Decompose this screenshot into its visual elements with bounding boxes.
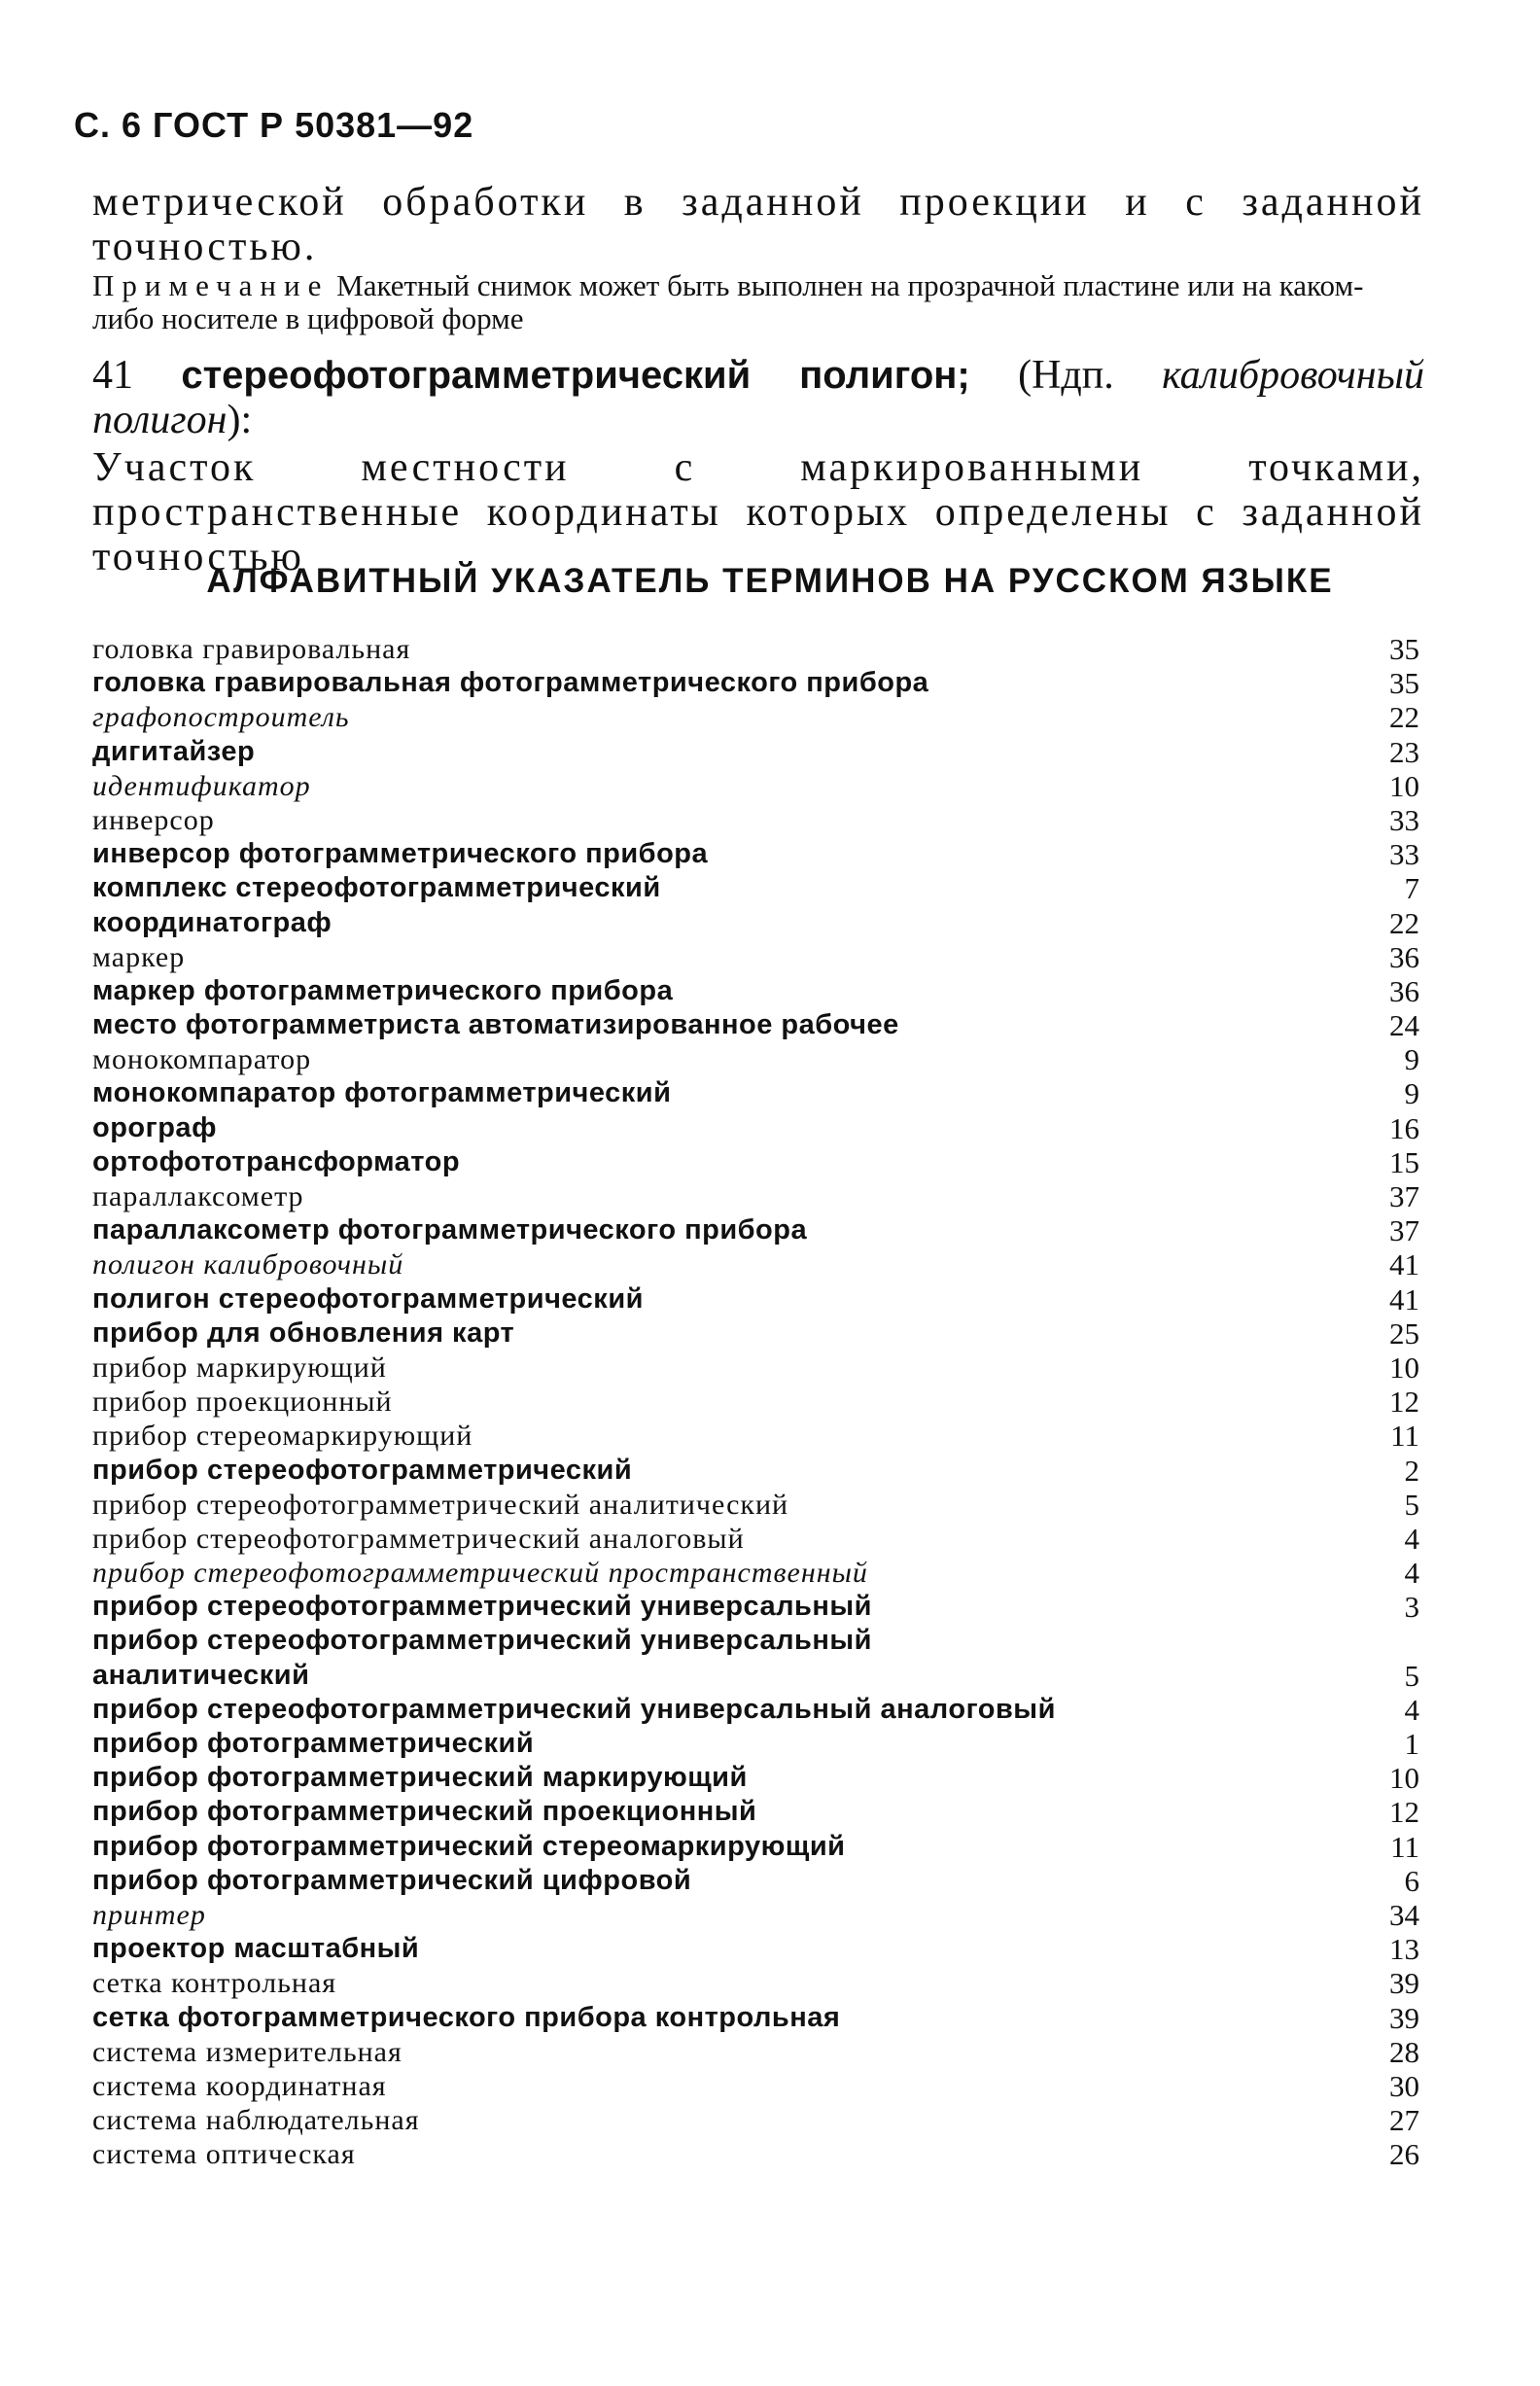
index-entry [92,700,1419,734]
note-text: Макетный снимок может быть выполнен на прозрачной пластине или на каком-либо носителе в цифровой форме [92,268,1364,335]
index-term: проектор масштабный [92,1933,420,1965]
deprecated-prefix: (Ндп. [1018,353,1114,398]
index-entry [92,1932,1419,1966]
index-entry [92,1966,1419,2000]
index-entry [92,803,1419,837]
index-entry [92,1556,1419,1590]
index-term-number: 11 [1390,1419,1419,1454]
index-entry [92,1624,1419,1658]
index-term: прибор стереофотограмметрический пространственный [92,1557,868,1590]
index-term: маркер [92,940,186,973]
term-number: 41 [92,353,133,398]
index-term-number: 36 [1389,939,1419,974]
index-term: дигитайзер [92,735,256,767]
index-entry [92,1316,1419,1351]
index-entry [92,1795,1419,1829]
index-term-number: 27 [1389,2103,1419,2138]
index-term: сетка фотограмметрического прибора контрольная [92,2001,841,2033]
index-term-number: 26 [1389,2137,1419,2172]
index-term-number: 4 [1404,1521,1419,1556]
index-term-number: 12 [1389,1795,1419,1830]
term-suffix: ): [227,398,253,442]
index-entry [92,1419,1419,1453]
note-label: Примечание [92,268,330,302]
index-term-number: 39 [1389,2000,1419,2035]
index-term: инверсор фотограмметрического прибора [92,838,709,870]
index-term: система координатная [92,2069,387,2102]
index-entry [92,666,1419,700]
index-term: сетка контрольная [92,1967,337,2000]
index-entry [92,2035,1419,2069]
index-entry [92,1282,1419,1316]
index-term: прибор стереомаркирующий [92,1420,473,1453]
index-term: прибор фотограмметрический [92,1728,535,1759]
index-term-number: 24 [1389,1008,1419,1043]
index-entry [92,1761,1419,1795]
term-41-definition: Участок местности с маркированными точками, пространственные координаты которых определены с заданной точностью [92,445,1424,579]
index-term: прибор проекционный [92,1386,393,1419]
index-term: прибор маркирующий [92,1351,387,1384]
index-term-number: 13 [1389,1932,1419,1967]
index-term-number: 10 [1389,768,1419,803]
index-entry [92,769,1419,803]
index-entry [92,1454,1419,1488]
index-entry [92,906,1419,940]
term-41-heading [92,353,1424,442]
index-term-number: 3 [1404,1590,1419,1625]
index-term: маркер фотограмметрического прибора [92,974,674,1006]
index-term: аналитический [92,1659,310,1691]
index-entry [92,2001,1419,2035]
index-entry [92,735,1419,769]
index-term: монокомпаратор фотограмметрический [92,1077,672,1109]
index-term: орограф [92,1111,217,1143]
index-entry [92,1247,1419,1281]
term-index-list [92,632,1419,2171]
index-entry [92,2069,1419,2103]
index-term-number: 37 [1389,1179,1419,1213]
index-term-number: 41 [1389,1281,1419,1316]
index-term: идентификатор [92,769,311,802]
continuation-text: метрической обработки в заданной проекции и с заданной точностью. [92,180,1424,269]
index-term-number: 6 [1404,1863,1419,1898]
index-term: координатограф [92,906,332,938]
index-entry [92,2103,1419,2137]
index-term-number: 41 [1389,1247,1419,1282]
index-term: параллаксометр фотограмметрического прибора [92,1214,808,1246]
index-entry [92,940,1419,974]
index-term: прибор стереофотограмметрический [92,1454,633,1486]
index-term: прибор фотограмметрический маркирующий [92,1762,748,1794]
index-term-number: 39 [1389,1966,1419,2001]
index-entry [92,1590,1419,1624]
index-term: головка гравировальная фотограмметрического прибора [92,667,929,699]
index-term-number: 7 [1404,871,1419,906]
index-term: система измерительная [92,2035,402,2068]
index-term: прибор фотограмметрический проекционный [92,1796,757,1828]
index-term: прибор стереофотограмметрический аналитический [92,1488,789,1521]
index-entry [92,2137,1419,2171]
index-term: прибор стереофотограмметрический универсальный аналоговый [92,1693,1056,1725]
index-term-number: 1 [1404,1727,1419,1761]
note-block [92,269,1424,335]
index-term-number: 22 [1389,905,1419,940]
index-entry [92,1522,1419,1556]
index-term-number: 33 [1389,837,1419,872]
index-entry [92,974,1419,1008]
index-term-number: 25 [1389,1316,1419,1351]
index-term: прибор фотограмметрический стереомаркирующий [92,1830,846,1862]
index-term: полигон стереофотограмметрический [92,1282,644,1315]
index-entry [92,1830,1419,1864]
index-entry [92,1659,1419,1693]
index-term-number: 10 [1389,1761,1419,1796]
index-entry [92,1145,1419,1179]
index-term-number: 4 [1404,1692,1419,1727]
term-title: стереофотограмметрический полигон; [181,354,970,397]
index-term: монокомпаратор [92,1043,312,1076]
index-term-number: 4 [1404,1556,1419,1591]
index-term: графопостроитель [92,701,350,734]
index-entry [92,1179,1419,1213]
index-term: прибор для обновления карт [92,1316,515,1349]
index-term-number: 37 [1389,1213,1419,1248]
index-entry [92,1042,1419,1076]
index-term-number: 34 [1389,1897,1419,1932]
index-term: прибор стереофотограмметрический аналоговый [92,1522,745,1555]
index-term-number: 33 [1389,802,1419,837]
index-entry [92,837,1419,871]
index-entry [92,1213,1419,1247]
index-term-number: 9 [1404,1042,1419,1077]
index-entry [92,1111,1419,1145]
index-term-number: 36 [1389,973,1419,1008]
index-term: полигон калибровочный [92,1248,404,1281]
index-term-number: 5 [1404,1487,1419,1522]
index-entry [92,1864,1419,1898]
index-term-number: 10 [1389,1350,1419,1385]
index-term-number: 5 [1404,1658,1419,1693]
index-term: система оптическая [92,2138,356,2171]
index-term: прибор стереофотограмметрический универсальный [92,1591,872,1623]
index-term: прибор стереофотограмметрический универсальный [92,1625,872,1657]
index-term-number: 11 [1390,1829,1419,1864]
index-term-number: 22 [1389,700,1419,735]
index-entry [92,1727,1419,1761]
index-term: принтер [92,1898,206,1931]
index-term: головка гравировальная [92,633,411,665]
index-term: инверсор [92,803,215,836]
index-term-number: 16 [1389,1110,1419,1145]
index-term-number: 2 [1404,1453,1419,1488]
index-term: параллаксометр [92,1180,304,1212]
index-term: система наблюдательная [92,2104,420,2137]
index-term-number: 12 [1389,1385,1419,1420]
index-entry [92,632,1419,666]
index-term: прибор фотограмметрический цифровой [92,1864,692,1896]
index-term-number: 28 [1389,2034,1419,2069]
index-entry [92,1693,1419,1727]
index-term-number: 35 [1389,666,1419,701]
index-entry [92,1351,1419,1385]
index-term: ортофототрансформатор [92,1145,461,1177]
index-term-number: 35 [1389,632,1419,666]
index-term: комплекс стереофотограмметрический [92,872,661,904]
index-title: АЛФАВИТНЫЙ УКАЗАТЕЛЬ ТЕРМИНОВ НА РУССКОМ ЯЗЫКЕ [206,562,1334,600]
index-term-number: 9 [1404,1076,1419,1111]
index-entry [92,1385,1419,1419]
index-term-number: 30 [1389,2068,1419,2103]
index-entry [92,1488,1419,1522]
index-entry [92,1008,1419,1042]
index-entry [92,1898,1419,1932]
deprecated-term: калибровочный полигон [92,353,1425,442]
index-term-number: 15 [1389,1144,1419,1179]
index-entry [92,871,1419,905]
index-term: место фотограмметриста автоматизированное рабочее [92,1009,899,1041]
index-term-number: 23 [1389,734,1419,769]
index-entry [92,1076,1419,1110]
page-header: С. 6 ГОСТ Р 50381—92 [74,105,474,145]
